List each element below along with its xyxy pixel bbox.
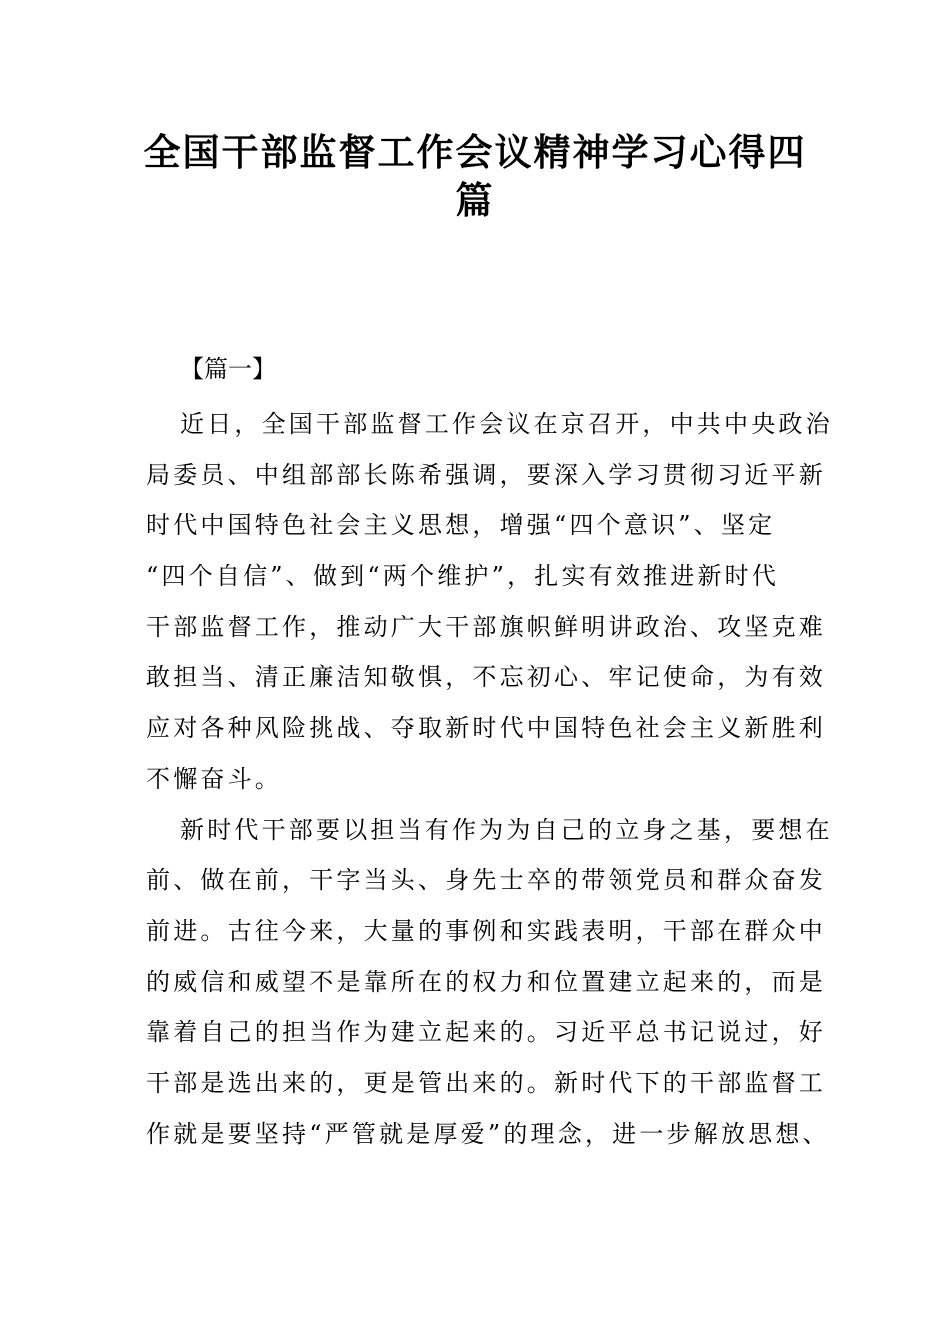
document-title bbox=[140, 128, 810, 224]
paragraph-line: “四个自信”、做到“两个维护”，扎实有效推进新时代 bbox=[146, 562, 780, 591]
paragraph-line: 时代中国特色社会主义思想，增强“四个意识”、坚定 bbox=[146, 511, 776, 540]
paragraph-line: 靠着自己的担当作为建立起来的。习近平总书记说过，好 bbox=[146, 1018, 826, 1047]
paragraph-line: 作就是要坚持“严管就是厚爱”的理念，进一步解放思想、 bbox=[146, 1119, 830, 1148]
paragraph-line: 前进。古往今来，大量的事例和实践表明，干部在群众中 bbox=[146, 916, 826, 945]
paragraph-line: 敢担当、清正廉洁知敬惧，不忘初心、牢记使命，为有效 bbox=[146, 663, 826, 692]
paragraph-line: 的威信和威望不是靠所在的权力和位置建立起来的，而是 bbox=[146, 967, 826, 996]
paragraph-line: 前、做在前，干字当头、身先士卒的带领党员和群众奋发 bbox=[146, 866, 826, 895]
paragraph-line: 新时代干部要以担当有作为为自己的立身之基，要想在 bbox=[180, 815, 833, 844]
paragraph-line: 近日，全国干部监督工作会议在京召开，中共中央政治 bbox=[180, 410, 833, 438]
paragraph-line: 局委员、中组部部长陈希强调，要深入学习贯彻习近平新 bbox=[146, 460, 826, 489]
paragraph-line: 干部监督工作，推动广大干部旗帜鲜明讲政治、攻坚克难 bbox=[146, 612, 826, 641]
paragraph-line: 干部是选出来的，更是管出来的。新时代下的干部监督工 bbox=[146, 1068, 826, 1097]
paragraph-line: 应对各种风险挑战、夺取新时代中国特色社会主义新胜利 bbox=[146, 714, 826, 743]
title-line-2: 篇 bbox=[455, 178, 495, 222]
title-line-1: 全国干部监督工作会议精神学习心得四 bbox=[143, 130, 807, 174]
paragraph-2 bbox=[146, 810, 833, 1165]
body-text bbox=[146, 404, 833, 1164]
section-label: 【篇一】 bbox=[180, 355, 276, 383]
paragraph-line: 不懈奋斗。 bbox=[146, 764, 282, 793]
paragraph-1 bbox=[146, 404, 833, 810]
